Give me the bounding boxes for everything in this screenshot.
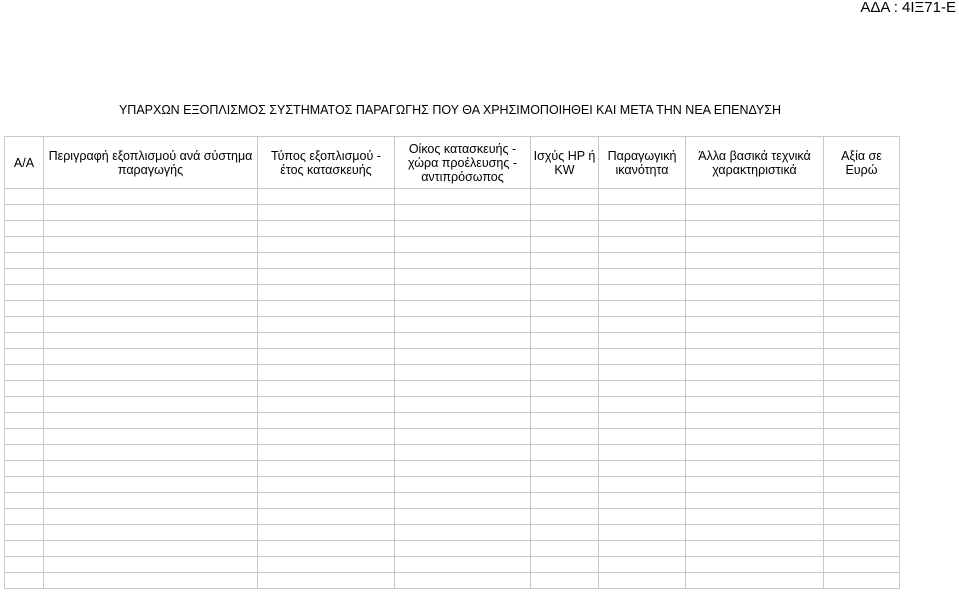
table-cell[interactable] xyxy=(599,317,686,333)
table-cell[interactable] xyxy=(599,413,686,429)
table-cell[interactable] xyxy=(395,477,531,493)
table-cell[interactable] xyxy=(44,205,258,221)
column-header-value: Αξία σε Ευρώ xyxy=(824,137,900,189)
table-cell[interactable] xyxy=(258,477,395,493)
table-cell[interactable] xyxy=(531,525,599,541)
table-cell[interactable] xyxy=(395,557,531,573)
table-cell[interactable] xyxy=(824,317,900,333)
table-cell[interactable] xyxy=(44,189,258,205)
table-cell[interactable] xyxy=(686,205,824,221)
table-cell[interactable] xyxy=(824,237,900,253)
table-row xyxy=(5,445,900,461)
table-cell[interactable] xyxy=(5,349,44,365)
table-cell[interactable] xyxy=(395,333,531,349)
table-cell[interactable] xyxy=(599,525,686,541)
table-cell[interactable] xyxy=(395,573,531,589)
table-cell[interactable] xyxy=(686,221,824,237)
table-cell[interactable] xyxy=(599,445,686,461)
table-cell[interactable] xyxy=(258,221,395,237)
table-cell[interactable] xyxy=(258,317,395,333)
table-row xyxy=(5,509,900,525)
table-cell[interactable] xyxy=(531,429,599,445)
table-cell[interactable] xyxy=(599,349,686,365)
table-cell[interactable] xyxy=(686,509,824,525)
table-row xyxy=(5,429,900,445)
table-cell[interactable] xyxy=(599,237,686,253)
table-cell[interactable] xyxy=(44,525,258,541)
table-cell[interactable] xyxy=(686,429,824,445)
table-cell[interactable] xyxy=(686,477,824,493)
table-cell[interactable] xyxy=(395,397,531,413)
table-cell[interactable] xyxy=(5,317,44,333)
table-cell[interactable] xyxy=(258,349,395,365)
table-cell[interactable] xyxy=(395,365,531,381)
table-row xyxy=(5,221,900,237)
table-cell[interactable] xyxy=(5,269,44,285)
table-cell[interactable] xyxy=(395,349,531,365)
table-cell[interactable] xyxy=(44,413,258,429)
table-cell[interactable] xyxy=(824,573,900,589)
table-cell[interactable] xyxy=(44,541,258,557)
table-cell[interactable] xyxy=(599,253,686,269)
table-cell[interactable] xyxy=(531,285,599,301)
table-cell[interactable] xyxy=(599,493,686,509)
column-header-capacity: Παραγωγική ικανότητα xyxy=(599,137,686,189)
table-cell[interactable] xyxy=(686,317,824,333)
table-cell[interactable] xyxy=(531,253,599,269)
table-cell[interactable] xyxy=(44,557,258,573)
table-cell[interactable] xyxy=(531,349,599,365)
table-cell[interactable] xyxy=(258,333,395,349)
table-cell[interactable] xyxy=(531,509,599,525)
column-header-manufacturer: Οίκος κατασκευής - χώρα προέλευσης - αντιπρόσωπος xyxy=(395,137,531,189)
table-cell[interactable] xyxy=(5,445,44,461)
page-title: ΥΠΑΡΧΩΝ ΕΞΟΠΛΙΣΜΟΣ ΣΥΣΤΗΜΑΤΟΣ ΠΑΡΑΓΩΓΗΣ ΠΟΥ ΘΑ ΧΡΗΣΙΜΟΠΟΙΗΘΕΙ ΚΑΙ ΜΕΤΑ ΤΗΝ ΝΕΑ ΕΠΕΝΔΥΣΗ xyxy=(118,103,782,117)
table-cell[interactable] xyxy=(395,253,531,269)
table-cell[interactable] xyxy=(44,573,258,589)
table-cell[interactable] xyxy=(824,429,900,445)
table-cell[interactable] xyxy=(531,365,599,381)
table-cell[interactable] xyxy=(258,413,395,429)
table-cell[interactable] xyxy=(258,301,395,317)
table-cell[interactable] xyxy=(824,397,900,413)
table-cell[interactable] xyxy=(258,397,395,413)
table-cell[interactable] xyxy=(258,493,395,509)
table-row xyxy=(5,333,900,349)
table-cell[interactable] xyxy=(395,301,531,317)
table-row xyxy=(5,557,900,573)
table-row xyxy=(5,461,900,477)
table-cell[interactable] xyxy=(531,189,599,205)
table-cell[interactable] xyxy=(599,461,686,477)
table-cell[interactable] xyxy=(531,301,599,317)
table-cell[interactable] xyxy=(824,253,900,269)
column-header-aa: Α/Α xyxy=(5,137,44,189)
table-cell[interactable] xyxy=(531,477,599,493)
table-cell[interactable] xyxy=(686,333,824,349)
table-cell[interactable] xyxy=(599,541,686,557)
table-cell[interactable] xyxy=(824,381,900,397)
table-cell[interactable] xyxy=(258,557,395,573)
table-cell[interactable] xyxy=(531,461,599,477)
table-cell[interactable] xyxy=(531,317,599,333)
table-cell[interactable] xyxy=(44,285,258,301)
table-body xyxy=(5,189,900,589)
table-cell[interactable] xyxy=(5,509,44,525)
table-cell[interactable] xyxy=(599,221,686,237)
table-cell[interactable] xyxy=(5,525,44,541)
table-cell[interactable] xyxy=(686,493,824,509)
table-cell[interactable] xyxy=(44,301,258,317)
table-header-row xyxy=(5,137,900,189)
table-cell[interactable] xyxy=(686,365,824,381)
table-cell[interactable] xyxy=(44,477,258,493)
column-header-type-year: Τύπος εξοπλισμού - έτος κατασκευής xyxy=(258,137,395,189)
table-cell[interactable] xyxy=(5,285,44,301)
table-cell[interactable] xyxy=(824,301,900,317)
table-cell[interactable] xyxy=(599,285,686,301)
table-cell[interactable] xyxy=(5,397,44,413)
table-cell[interactable] xyxy=(44,397,258,413)
table-cell[interactable] xyxy=(395,205,531,221)
table-cell[interactable] xyxy=(5,365,44,381)
table-row xyxy=(5,349,900,365)
table-row xyxy=(5,397,900,413)
table-cell[interactable] xyxy=(824,365,900,381)
table-cell[interactable] xyxy=(686,557,824,573)
table-cell[interactable] xyxy=(5,333,44,349)
table-row xyxy=(5,381,900,397)
table-cell[interactable] xyxy=(599,381,686,397)
table-cell[interactable] xyxy=(824,413,900,429)
table-cell[interactable] xyxy=(531,205,599,221)
table-cell[interactable] xyxy=(395,317,531,333)
table-cell[interactable] xyxy=(531,573,599,589)
table-cell[interactable] xyxy=(44,445,258,461)
table-cell[interactable] xyxy=(395,493,531,509)
table-cell[interactable] xyxy=(824,333,900,349)
column-header-technical: Άλλα βασικά τεχνικά χαρακτηριστικά xyxy=(686,137,824,189)
table-cell[interactable] xyxy=(531,269,599,285)
table-cell[interactable] xyxy=(531,333,599,349)
table-cell[interactable] xyxy=(258,285,395,301)
table-cell[interactable] xyxy=(5,573,44,589)
table-cell[interactable] xyxy=(5,381,44,397)
table-cell[interactable] xyxy=(258,541,395,557)
table-row xyxy=(5,365,900,381)
table-cell[interactable] xyxy=(599,573,686,589)
table-cell[interactable] xyxy=(395,285,531,301)
table-cell[interactable] xyxy=(531,381,599,397)
table-cell[interactable] xyxy=(5,237,44,253)
table-cell[interactable] xyxy=(531,557,599,573)
table-row xyxy=(5,189,900,205)
table-cell[interactable] xyxy=(686,349,824,365)
table-cell[interactable] xyxy=(44,429,258,445)
table-cell[interactable] xyxy=(258,445,395,461)
table-cell[interactable] xyxy=(686,573,824,589)
table-cell[interactable] xyxy=(258,525,395,541)
table-cell[interactable] xyxy=(258,429,395,445)
table-cell[interactable] xyxy=(395,221,531,237)
table-cell[interactable] xyxy=(531,445,599,461)
table-row xyxy=(5,493,900,509)
table-cell[interactable] xyxy=(5,221,44,237)
table-row xyxy=(5,413,900,429)
table-cell[interactable] xyxy=(686,285,824,301)
table-cell[interactable] xyxy=(824,269,900,285)
table-cell[interactable] xyxy=(824,349,900,365)
table-cell[interactable] xyxy=(686,269,824,285)
table-cell[interactable] xyxy=(599,557,686,573)
table-cell[interactable] xyxy=(5,205,44,221)
table-cell[interactable] xyxy=(599,429,686,445)
table-cell[interactable] xyxy=(258,189,395,205)
table-cell[interactable] xyxy=(395,461,531,477)
table-cell[interactable] xyxy=(5,461,44,477)
table-cell[interactable] xyxy=(395,541,531,557)
table-cell[interactable] xyxy=(5,557,44,573)
table-cell[interactable] xyxy=(686,381,824,397)
table-cell[interactable] xyxy=(686,541,824,557)
equipment-table xyxy=(4,136,900,589)
table-cell[interactable] xyxy=(824,189,900,205)
table-cell[interactable] xyxy=(395,525,531,541)
table-cell[interactable] xyxy=(824,477,900,493)
table-cell[interactable] xyxy=(531,493,599,509)
table-cell[interactable] xyxy=(824,541,900,557)
table-cell[interactable] xyxy=(395,269,531,285)
table-cell[interactable] xyxy=(531,541,599,557)
table-cell[interactable] xyxy=(599,477,686,493)
table-row xyxy=(5,301,900,317)
column-header-power: Ισχύς HP ή KW xyxy=(531,137,599,189)
table-cell[interactable] xyxy=(44,253,258,269)
table-cell[interactable] xyxy=(599,509,686,525)
table-cell[interactable] xyxy=(5,413,44,429)
table-cell[interactable] xyxy=(5,253,44,269)
table-row xyxy=(5,573,900,589)
table-cell[interactable] xyxy=(44,221,258,237)
table-cell[interactable] xyxy=(44,269,258,285)
table-cell[interactable] xyxy=(686,525,824,541)
table-cell[interactable] xyxy=(686,445,824,461)
table-cell[interactable] xyxy=(824,509,900,525)
table-cell[interactable] xyxy=(258,509,395,525)
table-cell[interactable] xyxy=(44,509,258,525)
column-header-description: Περιγραφή εξοπλισμού ανά σύστημα παραγωγής xyxy=(44,137,258,189)
table-cell[interactable] xyxy=(686,397,824,413)
table-cell[interactable] xyxy=(44,237,258,253)
table-cell[interactable] xyxy=(5,541,44,557)
table-row xyxy=(5,253,900,269)
table-cell[interactable] xyxy=(599,333,686,349)
table-cell[interactable] xyxy=(824,221,900,237)
table-cell[interactable] xyxy=(824,285,900,301)
table-cell[interactable] xyxy=(599,205,686,221)
table-cell[interactable] xyxy=(686,301,824,317)
table-cell[interactable] xyxy=(258,461,395,477)
table-cell[interactable] xyxy=(824,445,900,461)
table-cell[interactable] xyxy=(395,237,531,253)
table-cell[interactable] xyxy=(531,397,599,413)
table-cell[interactable] xyxy=(258,365,395,381)
table-cell[interactable] xyxy=(686,189,824,205)
table-cell[interactable] xyxy=(395,381,531,397)
table-cell[interactable] xyxy=(599,397,686,413)
table-cell[interactable] xyxy=(44,493,258,509)
table-cell[interactable] xyxy=(44,461,258,477)
table-cell[interactable] xyxy=(5,189,44,205)
table-cell[interactable] xyxy=(599,301,686,317)
table-cell[interactable] xyxy=(395,413,531,429)
table-row xyxy=(5,541,900,557)
table-cell[interactable] xyxy=(824,525,900,541)
table-row xyxy=(5,525,900,541)
table-row xyxy=(5,317,900,333)
table-cell[interactable] xyxy=(531,413,599,429)
table-cell[interactable] xyxy=(686,253,824,269)
table-cell[interactable] xyxy=(686,461,824,477)
table-row xyxy=(5,285,900,301)
table-cell[interactable] xyxy=(5,429,44,445)
table-cell[interactable] xyxy=(824,461,900,477)
table-cell[interactable] xyxy=(599,269,686,285)
table-cell[interactable] xyxy=(824,557,900,573)
table-cell[interactable] xyxy=(824,493,900,509)
table-row xyxy=(5,237,900,253)
table-cell[interactable] xyxy=(258,205,395,221)
table-cell[interactable] xyxy=(686,413,824,429)
table-cell[interactable] xyxy=(258,269,395,285)
table-row xyxy=(5,205,900,221)
table-cell[interactable] xyxy=(599,365,686,381)
table-cell[interactable] xyxy=(686,237,824,253)
table-cell[interactable] xyxy=(531,237,599,253)
table-cell[interactable] xyxy=(5,301,44,317)
table-row xyxy=(5,477,900,493)
table-row xyxy=(5,269,900,285)
table-cell[interactable] xyxy=(5,477,44,493)
table-cell[interactable] xyxy=(395,509,531,525)
table-cell[interactable] xyxy=(44,349,258,365)
table-cell[interactable] xyxy=(395,189,531,205)
table-cell[interactable] xyxy=(531,221,599,237)
table-cell[interactable] xyxy=(258,253,395,269)
table-cell[interactable] xyxy=(258,381,395,397)
ada-code: ΑΔΑ : 4ΙΞ71-Ε xyxy=(860,0,956,16)
table-cell[interactable] xyxy=(599,189,686,205)
table-cell[interactable] xyxy=(395,445,531,461)
table-cell[interactable] xyxy=(5,493,44,509)
table-cell[interactable] xyxy=(44,365,258,381)
table-cell[interactable] xyxy=(258,573,395,589)
table-cell[interactable] xyxy=(44,333,258,349)
table-cell[interactable] xyxy=(44,317,258,333)
table-cell[interactable] xyxy=(258,237,395,253)
table-cell[interactable] xyxy=(824,205,900,221)
table-cell[interactable] xyxy=(44,381,258,397)
table-cell[interactable] xyxy=(395,429,531,445)
